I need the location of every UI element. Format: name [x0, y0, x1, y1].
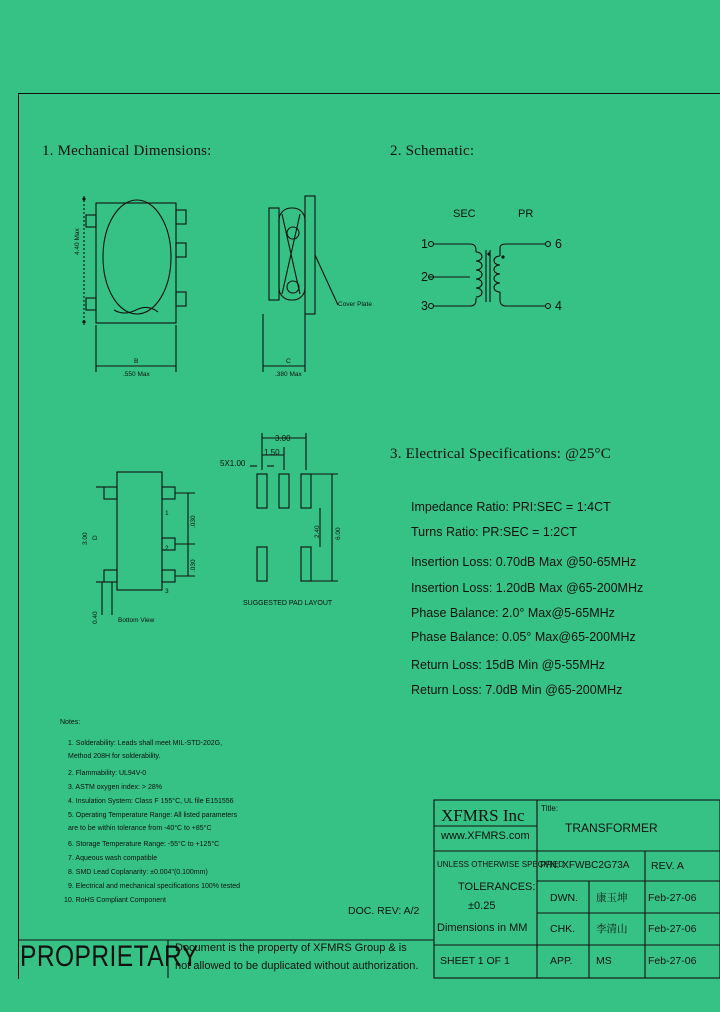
note-item: 10. RoHS Compliant Component — [64, 897, 166, 904]
spec-line: Phase Balance: 0.05° Max@65-200MHz — [411, 630, 636, 644]
app-label: APP. — [550, 955, 573, 967]
note-item: 5. Operating Temperature Range: All listed parameters — [68, 812, 238, 819]
pin-label-2: 2 — [165, 545, 169, 552]
schematic-pin-4: 4 — [555, 299, 562, 313]
schematic-pin-6: 6 — [555, 237, 562, 251]
top-view-core — [103, 200, 171, 314]
schematic-pin-1: 1 — [421, 237, 428, 251]
pad-height-letter: D — [92, 535, 99, 540]
note-item: 8. SMD Lead Coplanarity: ±0.004"(0.100mm) — [68, 869, 208, 876]
spec-line: Turns Ratio: PR:SEC = 1:2CT — [411, 525, 577, 539]
tolerance-units: Dimensions in MM — [437, 922, 528, 934]
height-dim-label: 4.40 Max — [74, 228, 81, 255]
schematic-pin-3: 3 — [421, 299, 428, 313]
company-website: www.XFMRS.com — [441, 830, 530, 842]
note-item: 2. Flammability: UL94V-0 — [68, 770, 147, 777]
spec-line: Insertion Loss: 1.20dB Max @65-200MHz — [411, 581, 644, 595]
schematic-pin-2: 2 — [421, 270, 428, 284]
tolerance-value: ±0.25 — [468, 900, 496, 912]
app-name: MS — [596, 955, 612, 967]
width-dim-label: .550 Max — [123, 371, 150, 378]
dim-030-top: .030 — [190, 515, 197, 528]
section-schematic-title: 2. Schematic: — [390, 143, 475, 159]
spec-line: Return Loss: 7.0dB Min @65-200MHz — [411, 683, 623, 697]
chk-date: Feb-27-06 — [648, 923, 697, 935]
pad-dim-300: 3.00 — [275, 434, 291, 443]
revision: REV. A — [651, 860, 684, 872]
spec-line: Impedance Ratio: PRI:SEC = 1:4CT — [411, 500, 611, 514]
pin-label-1: 1 — [165, 510, 169, 517]
depth-letter: C — [286, 358, 291, 365]
note-item: 3. ASTM oxygen index: > 28% — [68, 784, 162, 791]
dim-030-bottom: .030 — [190, 559, 197, 572]
note-item: 9. Electrical and mechanical specifications 100% tested — [68, 883, 240, 890]
pad-dim-side-a: 2.40 — [314, 525, 321, 538]
section-mechanical-title: 1. Mechanical Dimensions: — [42, 143, 212, 159]
part-number: P/N: XFWBC2G73A — [540, 860, 630, 871]
note-item: 6. Storage Temperature Range: -55°C to +125°C — [68, 841, 220, 848]
title-label: Title: — [541, 804, 559, 813]
schematic-pr-label: PR — [518, 208, 534, 220]
proprietary-banner: PROPRIETARY — [20, 940, 199, 973]
app-date: Feb-27-06 — [648, 955, 697, 967]
spec-line: Return Loss: 15dB Min @5-55MHz — [411, 658, 606, 672]
pad-height-dim: 3.00 — [82, 532, 89, 545]
proprietary-notice-line2: not allowed to be duplicated without authorization. — [175, 960, 419, 972]
pin-label-3: 3 — [165, 588, 169, 595]
chk-label: CHK. — [550, 923, 576, 935]
tolerance-header: UNLESS OTHERWISE SPECIFIED — [437, 860, 564, 869]
chk-name: 李清山 — [596, 923, 628, 935]
pad-dim-150: 1.50 — [264, 448, 280, 457]
note-item: 1. Solderability: Leads shall meet MIL-STD-202G, — [68, 740, 223, 747]
pad-layout-label: SUGGESTED PAD LAYOUT — [243, 600, 333, 607]
pad-dim-side-b: 6.00 — [335, 527, 342, 540]
dwn-name: 康玉坤 — [596, 892, 628, 904]
width-letter: B — [134, 358, 139, 365]
schematic-sec-label: SEC — [453, 208, 476, 220]
bottom-view-body — [117, 472, 162, 590]
pad-dim-5x1: 5X1.00 — [220, 459, 246, 468]
note-item: 7. Aqueous wash compatible — [68, 855, 158, 862]
note-item: 4. Insulation System: Class F 155°C, UL file E151556 — [68, 798, 234, 805]
bottom-view-label: Bottom View — [118, 617, 155, 624]
document-title: TRANSFORMER — [565, 821, 658, 835]
cover-plate-label: Cover Plate — [338, 301, 372, 308]
dwn-label: DWN. — [550, 892, 578, 904]
section-electrical-title: 3. Electrical Specifications: @25°C — [390, 446, 611, 462]
dwn-date: Feb-27-06 — [648, 892, 697, 904]
company-name: XFMRS Inc — [441, 806, 525, 825]
notes-title: Notes: — [60, 719, 81, 726]
note-item: Method 208H for solderability. — [68, 753, 161, 760]
proprietary-notice-line1: Document is the property of XFMRS Group & is — [175, 942, 407, 954]
depth-dim-label: .380 Max — [275, 371, 302, 378]
spec-line: Insertion Loss: 0.70dB Max @50-65MHz — [411, 555, 637, 569]
spec-line: Phase Balance: 2.0° Max@5-65MHz — [411, 606, 615, 620]
sheet-number: SHEET 1 OF 1 — [440, 955, 510, 967]
dim-040: 0.40 — [92, 611, 99, 624]
note-item: are to be within tolerance from -40°C to +85°C — [68, 825, 212, 832]
tolerance-label: TOLERANCES: — [458, 881, 536, 893]
doc-revision: DOC. REV: A/2 — [348, 905, 420, 917]
